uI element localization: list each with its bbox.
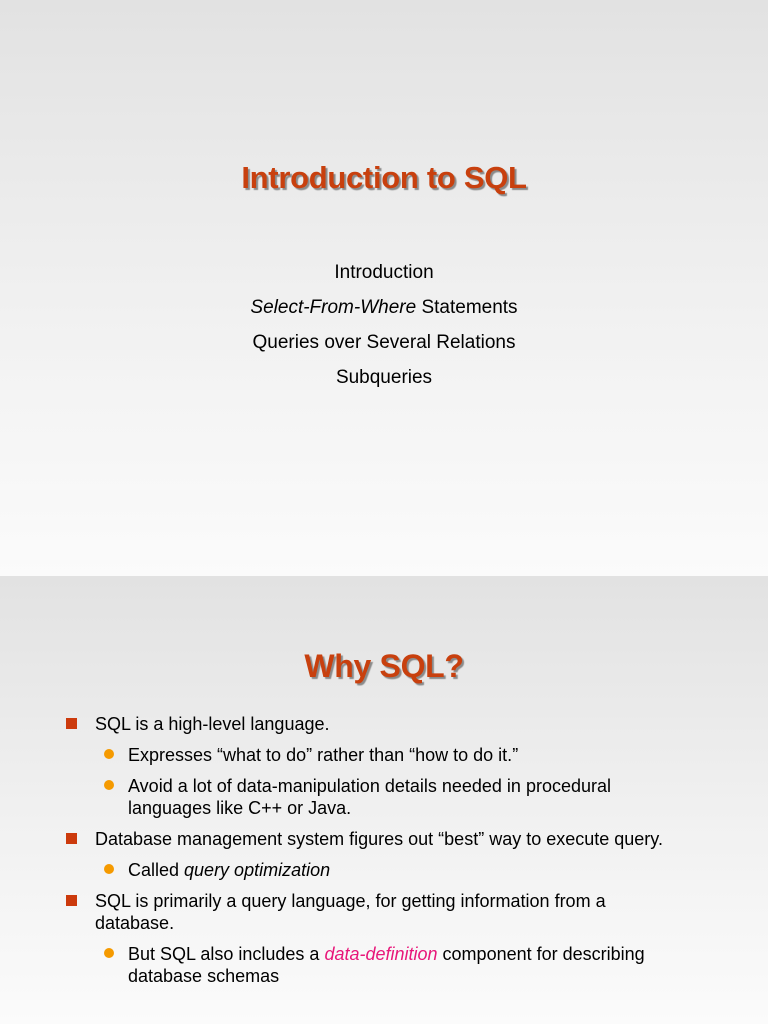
round-bullet-icon bbox=[104, 864, 114, 874]
bullet-text: Database management system figures out “best” way to execute query. bbox=[95, 829, 663, 849]
square-bullet-icon bbox=[66, 718, 77, 729]
slide-title: Introduction to SQL bbox=[241, 160, 527, 195]
bullet-text: SQL is a high-level language. bbox=[95, 714, 330, 734]
bullet-item bbox=[0, 713, 768, 735]
topic-list bbox=[0, 260, 768, 400]
round-bullet-icon bbox=[104, 780, 114, 790]
bullet-text: SQL is primarily a query language, for getting information from a bbox=[95, 891, 606, 911]
round-bullet-icon bbox=[104, 749, 114, 759]
highlight-term: data-definition bbox=[324, 944, 438, 964]
sub-bullet-item bbox=[0, 943, 768, 987]
topic-text: Introduction bbox=[334, 262, 434, 283]
sub-bullet-text: component for describing bbox=[437, 944, 645, 964]
topic-text: Subqueries bbox=[335, 367, 433, 388]
topic-item bbox=[0, 295, 768, 330]
sub-bullet-item bbox=[0, 859, 768, 881]
topic-text: Queries over Several Relations bbox=[252, 332, 516, 353]
slide-title: Why SQL? bbox=[304, 648, 464, 684]
topic-item bbox=[0, 330, 768, 365]
bullet-item bbox=[0, 828, 768, 850]
square-bullet-icon bbox=[66, 895, 77, 906]
sub-bullet-item bbox=[0, 775, 768, 819]
sub-bullet-text: Avoid a lot of data-manipulation details needed in procedural bbox=[128, 776, 611, 796]
sub-bullet-italic-text: query optimization bbox=[184, 860, 331, 880]
topic-text-italic: Select-From-Where bbox=[250, 297, 417, 318]
sub-bullet-text: database schemas bbox=[128, 966, 280, 986]
bullet-list bbox=[0, 713, 768, 987]
sub-bullet-item bbox=[0, 744, 768, 766]
round-bullet-icon bbox=[104, 948, 114, 958]
sub-bullet-text: Called bbox=[128, 860, 185, 880]
sub-bullet-text: languages like C++ or Java. bbox=[128, 798, 352, 818]
slide-why-sql bbox=[0, 576, 768, 1024]
bullet-text: database. bbox=[95, 913, 175, 933]
bullet-item bbox=[0, 890, 768, 934]
topic-item bbox=[0, 365, 768, 400]
topic-item bbox=[0, 260, 768, 295]
topic-text: Statements bbox=[416, 297, 518, 318]
sub-bullet-text: But SQL also includes a bbox=[128, 944, 325, 964]
sub-bullet-text: Expresses “what to do” rather than “how to do it.” bbox=[128, 745, 519, 765]
square-bullet-icon bbox=[66, 833, 77, 844]
